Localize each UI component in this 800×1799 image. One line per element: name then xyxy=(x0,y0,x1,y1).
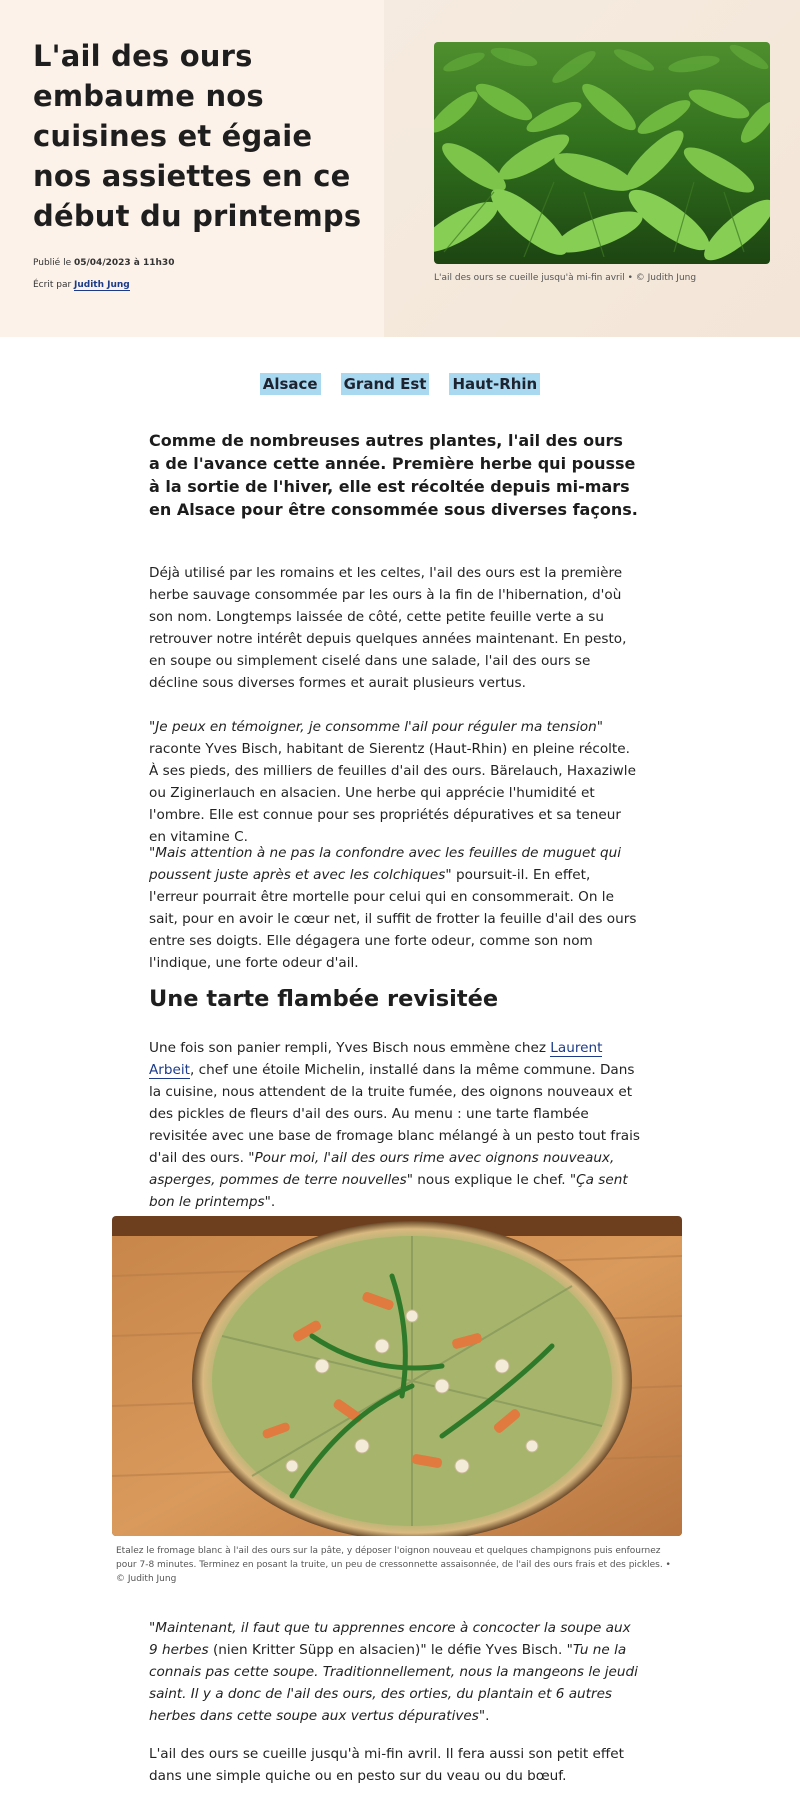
paragraph-4-text-a: Une fois son panier rempli, Yves Bisch nous emmène chez xyxy=(149,1040,551,1056)
paragraph-3-text: poursuit-il. En effet, l'erreur pourrait être mortelle pour celui qui en consommerait. On le sait, pour en avoir le cœur net, il suffit de frotter la feuille d'ail des ours entre ses doigts. Elle dégagera une forte odeur, comme son nom l'indique, une forte odeur d'ail. xyxy=(149,867,637,971)
paragraph-4-text-b: , chef une étoile Michelin, installé dans la même commune. Dans la cuisine, nous attendent de la truite fumée, des oignons nouveaux et des pickles de fleurs d'ail des ours. Au menu : une tarte flambée revisitée avec une base de fromage blanc mélangé à un pesto tout frais d'ail des ours. xyxy=(149,1062,640,1166)
paragraph-2-text: raconte Yves Bisch, habitant de Sierentz (Haut-Rhin) en pleine récolte. À ses pieds, des milliers de feuilles d'ail des ours. Bärelauch, Haxaziwle ou Ziginerlauch en alsacien. Une herbe qui apprécie l'humidité et l'ombre. Elle est connue pour ses propriétés dépuratives et sa teneur en vitamine C. xyxy=(149,741,636,845)
tarte-photo-caption: Etalez le fromage blanc à l'ail des ours sur la pâte, y déposer l'oignon nouveau et quelques champignons puis enfournez pour 7-8 minutes. Terminez en posant la truite, un peu de cressonnette assaisonnée, de l'ail des ours frais et des pickles. • © Judith Jung xyxy=(116,1546,671,1584)
article-lead: Comme de nombreuses autres plantes, l'ail des ours a de l'avance cette année. Première herbe qui pousse à la sortie de l'hiver, elle est récoltée depuis mi-mars en Alsace pour être consommée sous diverses façons. xyxy=(149,431,638,519)
paragraph-5-text-a: (nien Kritter Süpp en alsacien)" le défie Yves Bisch. xyxy=(208,1642,567,1658)
paragraph-5-text-b: . xyxy=(485,1708,490,1724)
paragraph-4-text-c: nous explique le chef. xyxy=(412,1172,570,1188)
section-heading-tarte: Une tarte flambée revisitée xyxy=(149,986,499,1012)
published-date: 05/04/2023 à 11h30 xyxy=(73,258,175,268)
author-link[interactable]: Judith Jung xyxy=(74,280,130,290)
hero-photo-wild-garlic-field xyxy=(434,42,770,264)
quote-yves-bisch-tension: "Je peux en témoigner, je consomme l'ail pour réguler ma tension" xyxy=(149,719,603,735)
paragraph-4-text-d: . xyxy=(270,1194,276,1210)
publication-date xyxy=(33,257,174,269)
link-laurent-arbeit[interactable]: Laurent Arbeit xyxy=(149,1040,603,1078)
paragraph-5 xyxy=(149,1617,641,1727)
written-prefix: Écrit par xyxy=(33,280,75,290)
tarte-flambee-photo xyxy=(112,1216,682,1536)
quote-ca-sent-bon: "Ça sent bon le printemps" xyxy=(149,1172,628,1210)
hero-photo-caption: L'ail des ours se cueille jusqu'à mi-fin avril • © Judith Jung xyxy=(434,273,697,283)
tarte-flambee-image xyxy=(112,1216,682,1536)
tag-alsace[interactable]: Alsace xyxy=(260,373,321,395)
article-header xyxy=(0,0,800,337)
quote-soupe-9-herbes: "Maintenant, il faut que tu apprennes encore à concocter la soupe aux 9 herbes xyxy=(149,1620,631,1658)
paragraph-1: Déjà utilisé par les romains et les celtes, l'ail des ours est la première herbe sauvage consommée par les ours à la fin de l'hibernation, d'où son nom. Longtemps laissée de côté, cette petite feuille verte a su retrouver notre intérêt depuis quelques années maintenant. En pesto, en soupe ou simplement ciselé dans une salade, l'ail des ours se décline sous diverses formes et aurait plusieurs vertus. xyxy=(149,565,627,691)
published-prefix: Publié le xyxy=(33,258,74,268)
tag-list xyxy=(0,373,800,395)
paragraph-2 xyxy=(149,716,641,848)
paragraph-6: L'ail des ours se cueille jusqu'à mi-fin avril. Il fera aussi son petit effet dans une simple quiche ou en pesto sur du veau ou du bœuf. xyxy=(149,1746,624,1784)
quote-jeudi-saint: "Tu ne la connais pas cette soupe. Traditionnellement, nous la mangeons le jeudi saint. Il y a donc de l'ail des ours, des orties, du plantain et 6 autres herbes dans cette soupe aux vertus dépuratives" xyxy=(149,1642,638,1724)
quote-chef-printemps-ingredients: "Pour moi, l'ail des ours rime avec oignons nouveaux, asperges, pommes de terre nouvelles" xyxy=(149,1150,615,1188)
wild-garlic-field-image xyxy=(434,42,770,264)
tag-grand-est[interactable]: Grand Est xyxy=(341,373,430,395)
paragraph-3 xyxy=(149,842,641,974)
page-title: L'ail des ours embaume nos cuisines et égaie nos assiettes en ce début du printemps xyxy=(33,39,362,233)
paragraph-4 xyxy=(149,1037,641,1213)
quote-muguet-warning: "Mais attention à ne pas la confondre avec les feuilles de muguet qui poussent juste après et avec les colchiques" xyxy=(149,845,621,883)
author-line xyxy=(33,280,130,290)
tag-haut-rhin[interactable]: Haut-Rhin xyxy=(449,373,540,395)
